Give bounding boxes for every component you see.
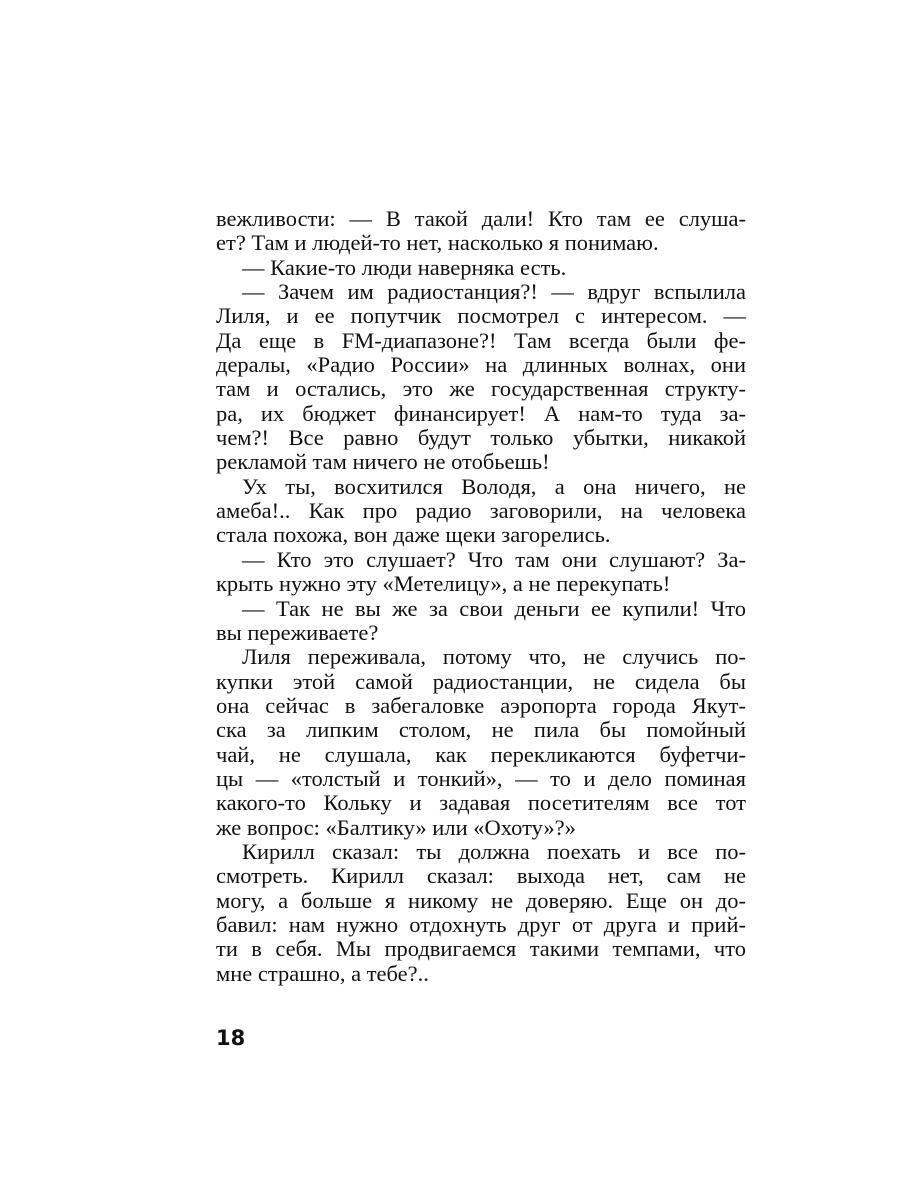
text-line: вежливости: — В такой дали! Кто там ее слуша-	[216, 206, 746, 231]
text-line: бавил: нам нужно отдохнуть друг от друга и прий-	[216, 911, 746, 937]
text-line: стала похожа, вон даже щеки загорелись.	[216, 522, 611, 548]
text-line: там и остались, это же государственная структу-	[216, 376, 746, 402]
text-line: — Какие-то люди наверняка есть.	[242, 254, 567, 280]
text-line: мне страшно, а тебе?..	[216, 960, 429, 986]
text-line: она сейчас в забегаловке аэропорта города Якут-	[216, 692, 746, 718]
text-line: смотреть. Кирилл сказал: выхода нет, сам не	[216, 863, 746, 889]
text-line: Лиля, и ее попутчик посмотрел с интересом. —	[216, 303, 746, 329]
text-line: — Кто это слушает? Что там они слушают? За-	[242, 546, 746, 572]
text-line: какого-то Кольку и задавая посетителям все тот	[216, 790, 746, 816]
text-line: Лиля переживала, потому что, не случись по-	[242, 644, 746, 670]
text-line: — Зачем им радиостанция?! — вдруг вспылила	[242, 279, 746, 305]
text-line: ска за липким столом, не пила бы помойный	[216, 717, 746, 743]
text-line: же вопрос: «Балтику» или «Охоту»?»	[216, 814, 576, 840]
text-line: чем?! Все равно будут только убытки, никакой	[216, 425, 746, 451]
text-line: амеба!.. Как про радио заговорили, на человека	[216, 498, 746, 524]
text-line: Да еще в FM-диапазоне?! Там всегда были фе-	[216, 327, 746, 353]
text-line: могу, а больше я никому не доверяю. Еще он до-	[216, 887, 746, 913]
text-line: купки этой самой радиостанции, не сидела бы	[216, 668, 746, 694]
text-line: ра, их бюджет финансирует! А нам-то туда за-	[216, 400, 746, 426]
text-line: — Так не вы же за свои деньги ее купили! Что	[242, 595, 746, 621]
text-line: цы — «толстый и тонкий», — то и дело поминая	[216, 765, 746, 791]
text-line: Ух ты, восхитился Володя, а она ничего, не	[242, 473, 746, 499]
text-line: дералы, «Радио России» на длинных волнах, они	[216, 352, 746, 378]
text-line: крыть нужно эту «Метелицу», а не перекупать!	[216, 571, 671, 597]
text-line: вы переживаете?	[216, 619, 379, 645]
body-text	[216, 207, 746, 986]
text-line: ти в себя. Мы продвигаемся такими темпами, что	[216, 936, 746, 962]
page-number: 18	[216, 1026, 246, 1050]
text-line: чай, не слушала, как перекликаются буфетчи-	[216, 741, 746, 767]
text-line: Кирилл сказал: ты должна поехать и все по-	[242, 838, 746, 864]
text-line: рекламой там ничего не отобьешь!	[216, 449, 550, 475]
text-line: ет? Там и людей-то нет, насколько я понимаю.	[216, 230, 659, 256]
